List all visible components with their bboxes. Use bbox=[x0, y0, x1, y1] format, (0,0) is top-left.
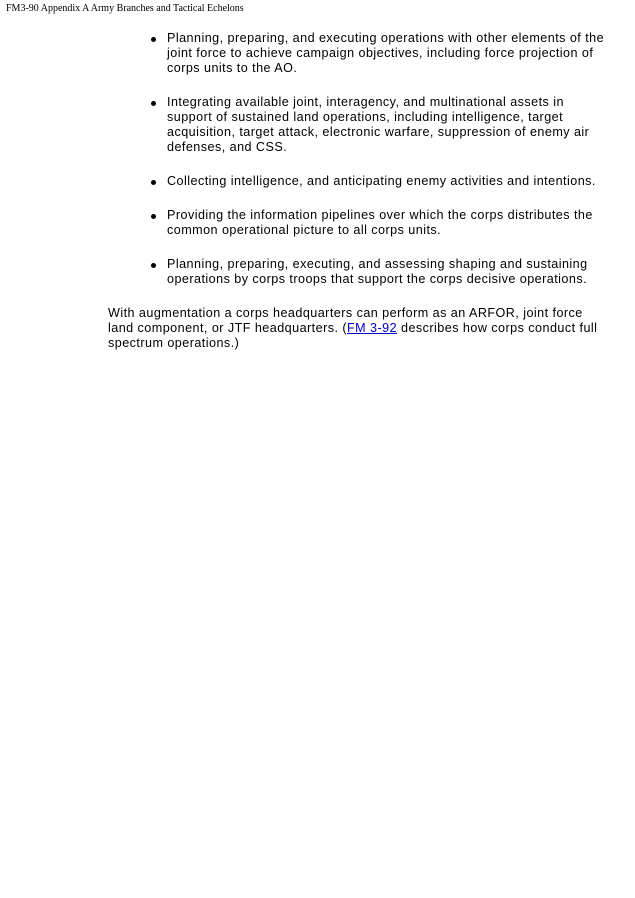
bullet-icon bbox=[151, 37, 156, 42]
list-item-text: Planning, preparing, and executing operations with other elements of the joint force to achieve campaign objectives, including force projection of corps units to the AO. bbox=[167, 31, 605, 75]
list-item-text: Collecting intelligence, and anticipating enemy activities and intentions. bbox=[167, 174, 596, 188]
list-item bbox=[108, 31, 608, 76]
bullet-icon bbox=[151, 263, 156, 268]
list-item bbox=[108, 95, 608, 155]
fm-3-92-link[interactable]: FM 3-92 bbox=[347, 321, 398, 335]
bullet-icon bbox=[151, 101, 156, 106]
corps-functions-list bbox=[108, 31, 608, 287]
list-item bbox=[108, 174, 608, 189]
bullet-icon bbox=[151, 214, 156, 219]
list-item-text: Providing the information pipelines over which the corps distributes the common operational picture to all corps units. bbox=[167, 208, 593, 237]
list-item bbox=[108, 208, 608, 238]
closing-text-after-link: describes how corps conduct full spectrum operations.) bbox=[108, 321, 598, 350]
list-item bbox=[108, 257, 608, 287]
bullet-icon bbox=[151, 180, 156, 185]
list-item-text: Planning, preparing, executing, and assessing shaping and sustaining operations by corps troops that support the corps decisive operations. bbox=[167, 257, 588, 286]
closing-paragraph bbox=[108, 306, 608, 351]
list-item-text: Integrating available joint, interagency, and multinational assets in support of sustained land operations, including intelligence, target acquisition, target attack, electronic warfare, suppression of enemy air defenses, and CSS. bbox=[167, 95, 590, 154]
page-content bbox=[108, 31, 608, 364]
running-header: FM3-90 Appendix A Army Branches and Tactical Echelons bbox=[6, 3, 244, 14]
closing-text-before-link: With augmentation a corps headquarters can perform as an ARFOR, joint force land component, or JTF headquarters. ( bbox=[108, 306, 583, 335]
